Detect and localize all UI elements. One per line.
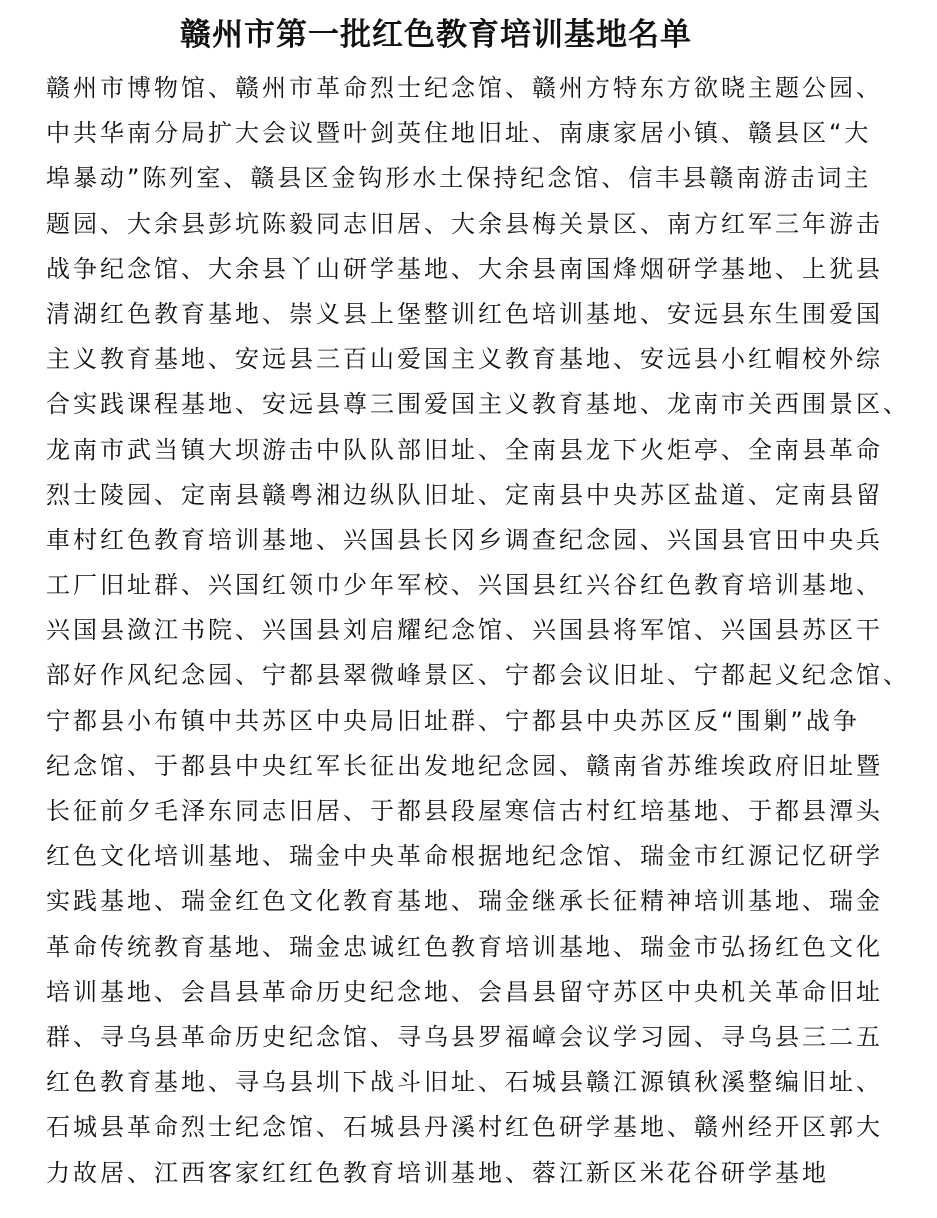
text-line: 石城县革命烈士纪念馆、石城县丹溪村红色研学基地、赣州经开区郭大 [46,1113,883,1142]
text-line: 埠暴动”陈列室、赣县区金钩形水土保持纪念馆、信丰县赣南游击词主 [46,164,872,193]
text-line: 纪念馆、于都县中央红军长征出发地纪念园、赣南省苏维埃政府旧址暨 [46,751,883,780]
text-line: 清湖红色教育基地、崇义县上堡整训红色培训基地、安远县东生围爱国 [46,299,883,328]
text-line: 实践基地、瑞金红色文化教育基地、瑞金继承长征精神培训基地、瑞金 [46,887,883,916]
text-line: 题园、大余县彭坑陈毅同志旧居、大余县梅关景区、南方红军三年游击 [46,209,883,238]
text-line: 兴国县潋江书院、兴国县刘启耀纪念馆、兴国县将军馆、兴国县苏区干 [46,616,883,645]
text-line: 合实践课程基地、安远县尊三围爱国主义教育基地、龙南市关西围景区、 [46,390,910,419]
text-line: 革命传统教育基地、瑞金忠诚红色教育培训基地、瑞金市弘扬红色文化 [46,932,883,961]
text-line: 宁都县小布镇中共苏区中央局旧址群、宁都县中央苏区反“围剿”战争 [46,706,860,735]
text-line: 红色教育基地、寻乌县圳下战斗旧址、石城县赣江源镇秋溪整编旧址、 [46,1068,883,1097]
text-line: 主义教育基地、安远县三百山爱国主义教育基地、安远县小红帽校外综 [46,345,883,374]
text-line: 培训基地、会昌县革命历史纪念地、会昌县留守苏区中央机关革命旧址 [46,977,883,1006]
text-line: 部好作风纪念园、宁都县翠微峰景区、宁都会议旧址、宁都起义纪念馆、 [46,661,910,690]
document-body [46,66,926,1196]
text-line: 工厂旧址群、兴国红领巾少年军校、兴国县红兴谷红色教育培训基地、 [46,571,883,600]
text-line: 赣州市博物馆、赣州市革命烈士纪念馆、赣州方特东方欲晓主题公园、 [46,74,883,102]
text-line: 长征前夕毛泽东同志旧居、于都县段屋寒信古村红培基地、于都县潭头 [46,797,883,825]
document-title: 赣州市第一批红色教育培训基地名单 [180,17,692,53]
text-line: 红色文化培训基地、瑞金中央革命根据地纪念馆、瑞金市红源记忆研学 [46,842,883,871]
text-line: 力故居、江西客家红红色教育培训基地、蓉江新区米花谷研学基地 [46,1158,829,1187]
text-line: 龙南市武当镇大坝游击中队队部旧址、全南县龙下火炬亭、全南县革命 [46,435,883,464]
text-line: 烈士陵园、定南县赣粤湘边纵队旧址、定南县中央苏区盐道、定南县留 [46,480,883,509]
text-line: 群、寻乌县革命历史纪念馆、寻乌县罗福嶂会议学习园、寻乌县三二五 [46,1022,883,1051]
text-line: 中共华南分局扩大会议暨叶剑英住地旧址、南康家居小镇、赣县区“大 [46,119,872,148]
text-line: 車村红色教育培训基地、兴国县长冈乡调查纪念园、兴国县官田中央兵 [46,525,883,554]
text-line: 战争纪念馆、大余县丫山研学基地、大余县南国烽烟研学基地、上犹县 [46,254,883,283]
